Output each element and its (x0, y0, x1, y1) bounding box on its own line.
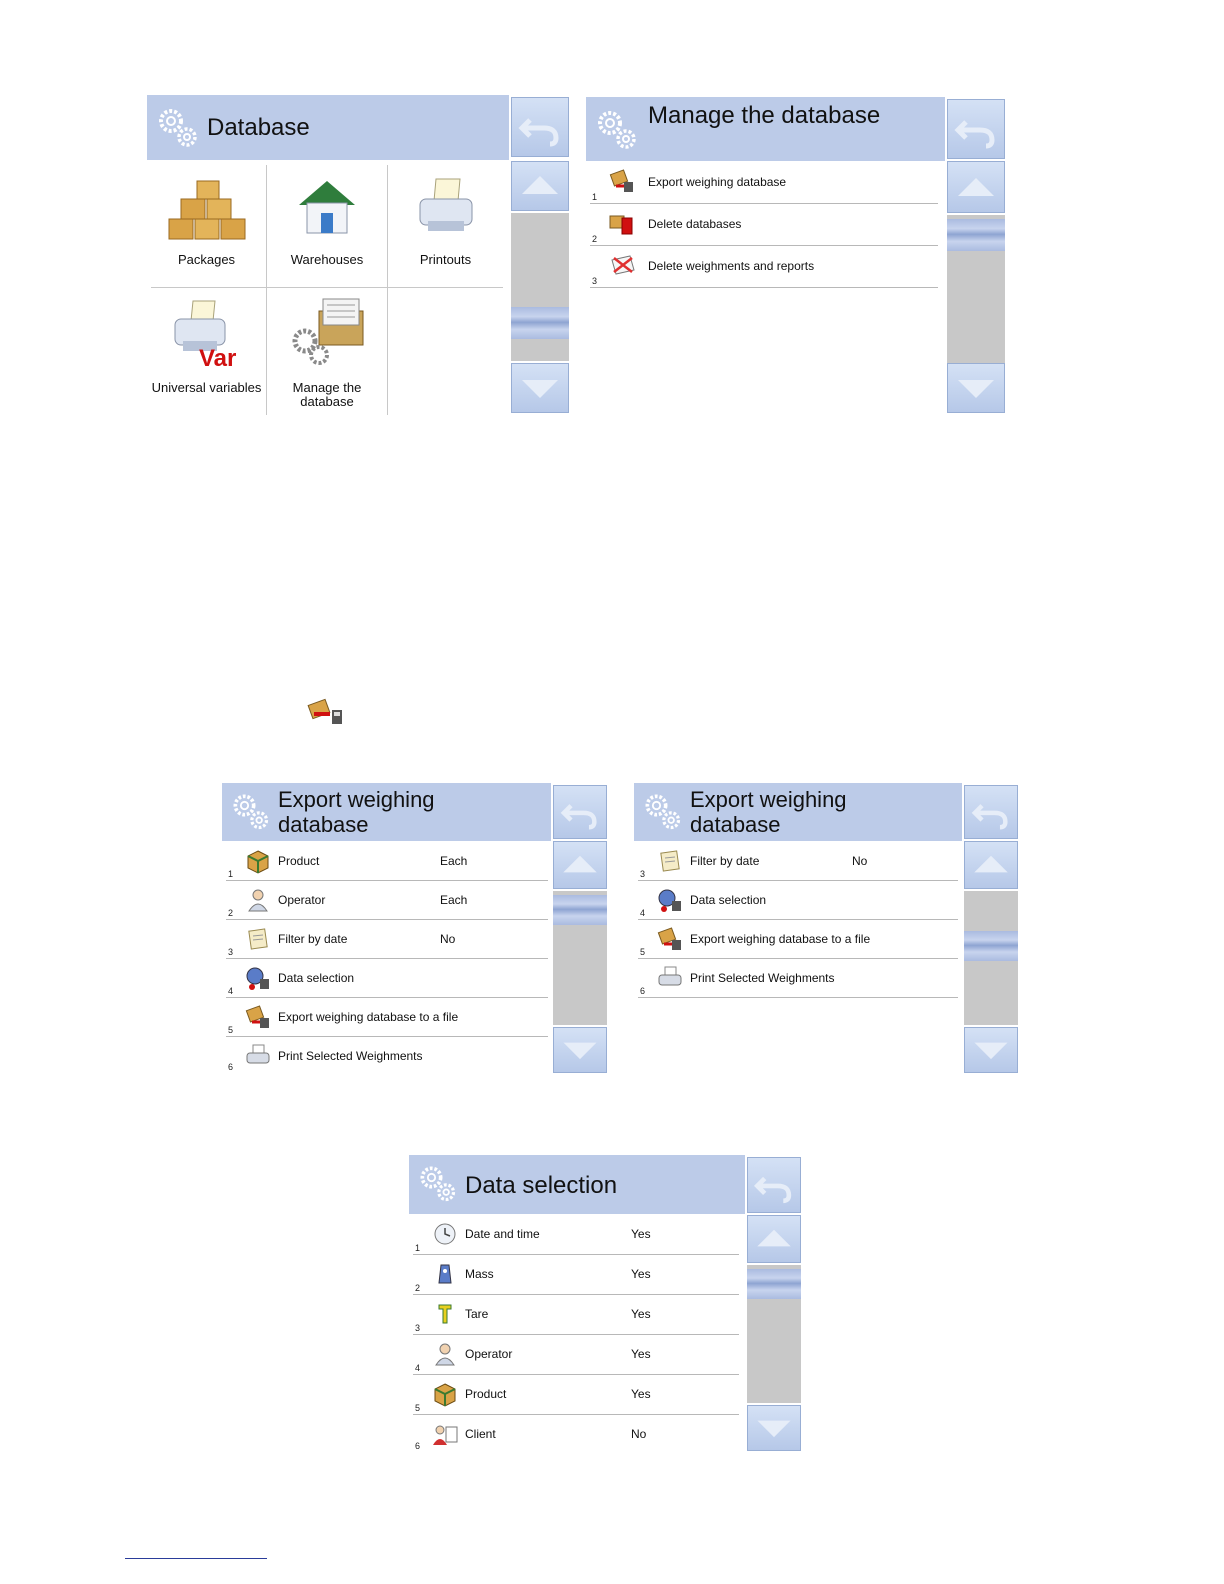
list-item-operator[interactable] (413, 1335, 739, 1375)
page-title: Export weighing database (278, 787, 435, 837)
tile-label: Printouts (419, 252, 472, 267)
up-arrow-icon (748, 1216, 800, 1262)
item-number: 6 (415, 1441, 421, 1451)
scroll-up-button[interactable] (747, 1215, 801, 1263)
side-panel (509, 95, 571, 415)
scrollbar-track[interactable] (747, 1265, 801, 1403)
calendar-icon (244, 926, 272, 952)
item-number: 5 (640, 947, 646, 957)
item-value: No (852, 854, 868, 868)
item-number: 2 (415, 1283, 421, 1293)
page-title: Database (207, 114, 310, 141)
item-number: 6 (640, 986, 646, 996)
item-number: 4 (228, 986, 234, 996)
list-item-date-time[interactable] (413, 1215, 739, 1255)
item-number: 3 (640, 869, 646, 879)
settings-gears-icon (153, 103, 201, 151)
list-item-data-selection[interactable] (638, 881, 958, 920)
list-item-client[interactable] (413, 1415, 739, 1452)
item-value: Yes (631, 1387, 651, 1401)
list-item-filter-by-date[interactable] (638, 842, 958, 881)
back-button[interactable] (553, 785, 607, 839)
back-arrow-icon (948, 100, 1004, 158)
manage-database-screen (586, 97, 1009, 415)
data-selection-icon (244, 965, 272, 991)
database-screen (147, 95, 573, 415)
export-database-icon (608, 168, 636, 194)
export-database-screen-a (222, 783, 609, 1073)
item-label: Print Selected Weighments (278, 1049, 423, 1063)
up-arrow-icon (554, 842, 606, 888)
delete-weighments-icon (608, 252, 636, 278)
item-label: Filter by date (278, 932, 348, 946)
header (147, 95, 509, 160)
side-panel (945, 97, 1007, 415)
scrollbar-thumb[interactable] (553, 895, 607, 925)
settings-gears-icon (228, 789, 272, 833)
item-label: Data selection (278, 971, 355, 985)
scrollbar-thumb[interactable] (747, 1269, 801, 1299)
scrollbar-track[interactable] (553, 891, 607, 1025)
item-number: 2 (228, 908, 234, 918)
export-database-icon (244, 1004, 272, 1030)
back-arrow-icon (554, 786, 606, 838)
scrollbar-thumb[interactable] (964, 931, 1018, 961)
back-button[interactable] (747, 1157, 801, 1213)
item-label: Product (278, 854, 320, 868)
header (634, 783, 962, 841)
list-item-tare[interactable] (413, 1295, 739, 1335)
tile-label: Warehouses (290, 252, 364, 267)
item-value: Yes (631, 1227, 651, 1241)
item-label: Data selection (690, 893, 767, 907)
item-label: Delete weighments and reports (648, 259, 815, 273)
item-value: Yes (631, 1347, 651, 1361)
page-title: Export weighing database (690, 787, 847, 837)
list-item-print-selected[interactable] (226, 1037, 548, 1073)
down-arrow-icon (554, 1028, 606, 1072)
down-arrow-icon (948, 364, 1004, 412)
item-number: 5 (228, 1025, 234, 1035)
printer-icon (656, 965, 684, 991)
export-database-icon (306, 696, 346, 726)
scroll-down-button[interactable] (511, 363, 569, 413)
item-label: Delete databases (648, 217, 742, 231)
settings-gears-icon (640, 789, 684, 833)
tile-label: Packages (177, 252, 236, 267)
data-selection-icon (656, 887, 684, 913)
mass-icon (431, 1261, 459, 1287)
up-arrow-icon (512, 162, 568, 210)
back-button[interactable] (947, 99, 1005, 159)
tile-printouts[interactable] (388, 165, 503, 287)
scroll-down-button[interactable] (747, 1405, 801, 1451)
item-number: 3 (592, 276, 598, 286)
scroll-down-button[interactable] (947, 363, 1005, 413)
up-arrow-icon (965, 842, 1017, 888)
side-panel (962, 783, 1020, 1073)
manage-database-icon (289, 295, 367, 367)
list-item-print-selected[interactable] (638, 959, 958, 998)
packages-icon (167, 177, 247, 241)
grid-divider (151, 287, 503, 288)
item-number: 4 (415, 1363, 421, 1373)
scrollbar-thumb[interactable] (947, 219, 1005, 251)
scrollbar-thumb[interactable] (511, 307, 569, 339)
scroll-up-button[interactable] (947, 161, 1005, 213)
scroll-down-button[interactable] (964, 1027, 1018, 1073)
up-arrow-icon (948, 162, 1004, 212)
back-arrow-icon (965, 786, 1017, 838)
calendar-icon (656, 848, 684, 874)
side-panel (745, 1155, 802, 1452)
clock-icon (431, 1221, 459, 1247)
list-item-mass[interactable] (413, 1255, 739, 1295)
tile-label: Manage the database (292, 380, 362, 409)
product-icon (431, 1381, 459, 1407)
item-label: Date and time (465, 1227, 540, 1241)
item-value: Yes (631, 1307, 651, 1321)
down-arrow-icon (748, 1406, 800, 1450)
settings-gears-icon (415, 1161, 459, 1205)
tile-packages[interactable] (147, 165, 266, 287)
header (586, 97, 945, 161)
export-database-icon (656, 926, 684, 952)
item-value: Yes (631, 1267, 651, 1281)
scrollbar-track[interactable] (511, 213, 569, 361)
scrollbar-track[interactable] (964, 891, 1018, 1025)
item-value: No (440, 932, 456, 946)
item-number: 3 (415, 1323, 421, 1333)
item-label: Operator (465, 1347, 513, 1361)
export-database-screen-b (634, 783, 1020, 1073)
item-label: Filter by date (690, 854, 760, 868)
page-title: Manage the database (648, 102, 881, 129)
back-arrow-icon (748, 1158, 800, 1212)
operator-icon (431, 1341, 459, 1367)
var-badge: Var (199, 345, 237, 372)
data-selection-screen (409, 1155, 802, 1452)
header (222, 783, 551, 841)
item-label: Export weighing database to a file (690, 932, 871, 946)
printer-icon (244, 1043, 272, 1069)
scrollbar-track[interactable] (947, 215, 1005, 363)
back-button[interactable] (511, 97, 569, 157)
list-item-filter-by-date[interactable] (226, 920, 548, 959)
delete-databases-icon (608, 210, 636, 236)
back-button[interactable] (964, 785, 1018, 839)
list-item[interactable] (590, 162, 938, 204)
client-icon (431, 1421, 459, 1447)
back-arrow-icon (512, 98, 568, 156)
list-item-data-selection[interactable] (226, 959, 548, 998)
tare-icon (431, 1301, 459, 1327)
item-number: 2 (592, 234, 598, 244)
list-item-product[interactable] (413, 1375, 739, 1415)
item-label: Tare (465, 1307, 489, 1321)
item-value: Each (440, 893, 468, 907)
scroll-up-button[interactable] (553, 841, 607, 889)
item-number: 1 (228, 869, 234, 879)
tile-warehouses[interactable] (267, 165, 387, 287)
operator-icon (244, 887, 272, 913)
tile-universal-variables[interactable] (147, 289, 266, 415)
tile-manage-database[interactable] (267, 289, 387, 415)
down-arrow-icon (512, 364, 568, 412)
item-value: Each (440, 854, 468, 868)
tile-label: Universal variables (151, 380, 262, 395)
item-number: 3 (228, 947, 234, 957)
scroll-up-button[interactable] (511, 161, 569, 211)
scroll-down-button[interactable] (553, 1027, 607, 1073)
warehouse-icon (295, 175, 359, 239)
footnote-separator (125, 1558, 267, 1559)
side-panel (551, 783, 609, 1073)
item-label: Product (465, 1387, 507, 1401)
list-item-operator[interactable] (226, 881, 548, 920)
list-item-export-to-file[interactable] (638, 920, 958, 959)
item-label: Export weighing database (648, 175, 787, 189)
list-item-product[interactable] (226, 842, 548, 881)
list-item[interactable] (590, 204, 938, 246)
list-item[interactable] (590, 246, 938, 288)
settings-gears-icon (592, 105, 640, 153)
page-title: Data selection (465, 1172, 618, 1199)
item-value: No (631, 1427, 647, 1441)
item-label: Client (465, 1427, 496, 1441)
item-label: Export weighing database to a file (278, 1010, 459, 1024)
item-number: 6 (228, 1062, 234, 1072)
item-number: 1 (592, 192, 598, 202)
down-arrow-icon (965, 1028, 1017, 1072)
product-icon (244, 848, 272, 874)
list-item-export-to-file[interactable] (226, 998, 548, 1037)
item-label: Print Selected Weighments (690, 971, 835, 985)
item-label: Mass (465, 1267, 494, 1281)
item-number: 4 (640, 908, 646, 918)
scroll-up-button[interactable] (964, 841, 1018, 889)
header (409, 1155, 745, 1214)
item-number: 5 (415, 1403, 421, 1413)
item-label: Operator (278, 893, 326, 907)
printer-icon (414, 175, 478, 239)
item-number: 1 (415, 1243, 421, 1253)
